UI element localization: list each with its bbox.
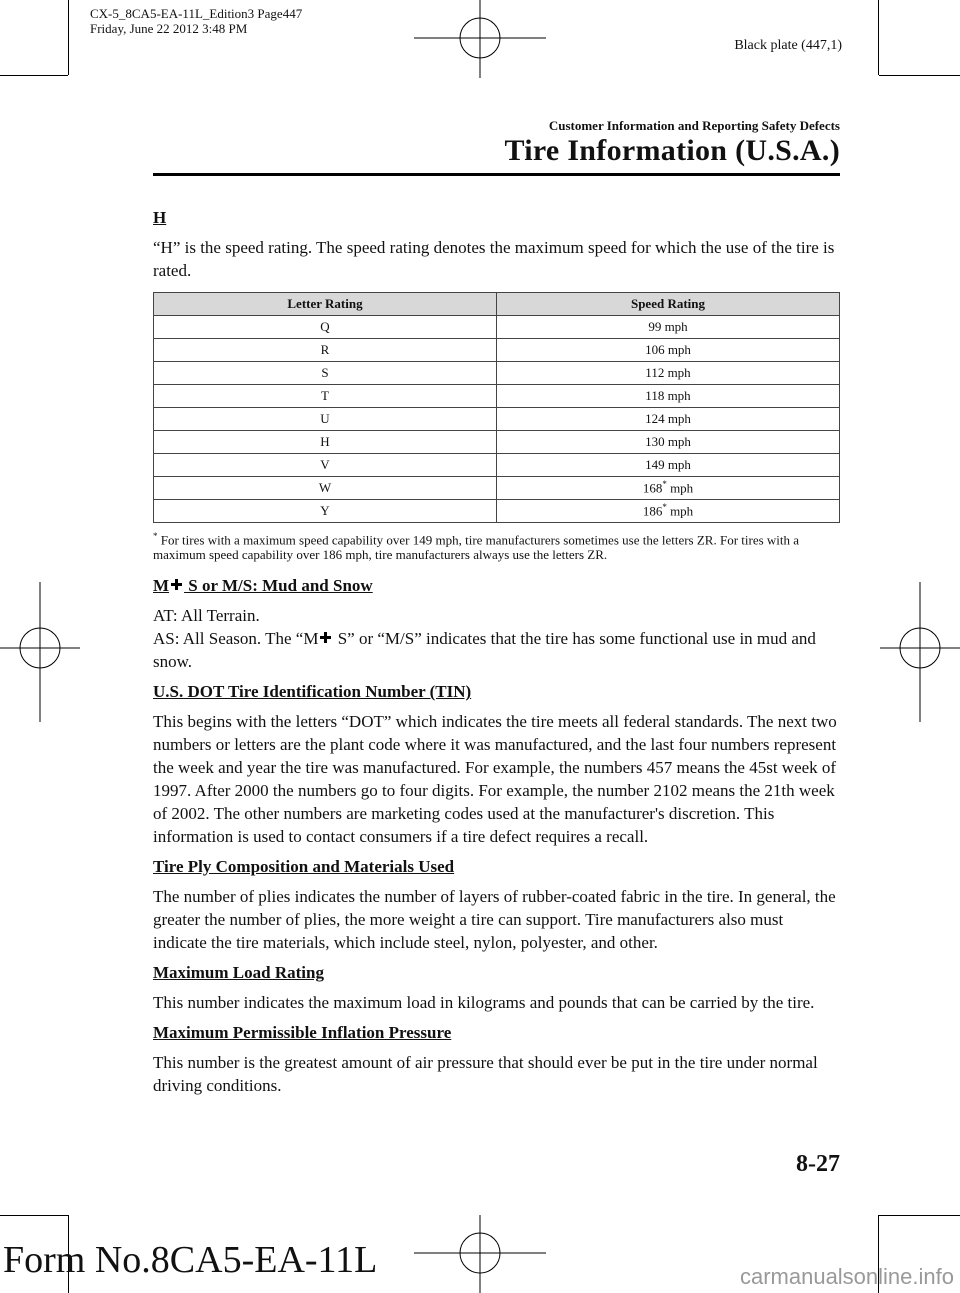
table-row	[154, 454, 840, 477]
speed-cell: 99 mph	[497, 316, 840, 339]
letter-cell: R	[154, 339, 497, 362]
chapter-title: Tire Information (U.S.A.)	[504, 134, 840, 167]
crop-mark	[879, 1215, 960, 1216]
column-header-speed: Speed Rating	[497, 293, 840, 316]
column-header-letter: Letter Rating	[154, 293, 497, 316]
speed-cell: 149 mph	[497, 454, 840, 477]
speed-rating-table	[153, 292, 840, 523]
all-terrain-line: AT: All Terrain.	[153, 606, 260, 626]
letter-cell: T	[154, 385, 497, 408]
registration-mark-bottom-icon	[414, 1215, 546, 1293]
page-content	[153, 208, 840, 1106]
section-title: Customer Information and Reporting Safety Defects	[548, 118, 840, 133]
header-rule	[153, 173, 840, 176]
table-row	[154, 431, 840, 454]
letter-cell: Y	[154, 500, 497, 523]
speed-cell: 118 mph	[497, 385, 840, 408]
tin-text: This begins with the letters “DOT” which indicates the tire meets all federal standards. The next two numbers or letters are the plant code where it was manufactured, and the last four numbers represent the week and year the tire was manufactured. For example, the numbers 457 means the 45st week of 1997. After 2000 the numbers go to four digits. For example, the number 2102 means the 21th week of 2002. The other numbers are marketing codes used at the manufacturer's discretion. This information is used to contact consumers if a tire defect requires a recall.	[153, 712, 837, 847]
letter-cell: W	[154, 477, 497, 500]
speed-unit: mph	[666, 480, 694, 496]
speed-cell: 124 mph	[497, 408, 840, 431]
speed-rating-text: “H” is the speed rating. The speed rating denotes the maximum speed for which the use of the tire is rated.	[153, 238, 835, 280]
table-row	[154, 339, 840, 362]
plus-icon	[171, 579, 182, 590]
crop-mark	[878, 0, 879, 75]
table-row	[154, 316, 840, 339]
footnote-text: For tires with a maximum speed capability over 149 mph, tire manufacturers sometimes use the letters ZR. For tires with a maximum speed capability over 186 mph, tire manufacturers always use the letters ZR.	[153, 532, 800, 563]
table-footnote	[153, 529, 840, 562]
speed-cell	[497, 477, 840, 500]
speed-value: 186	[642, 503, 663, 519]
letter-cell: H	[154, 431, 497, 454]
ply-text: The number of plies indicates the number of layers of rubber-coated fabric in the tire. In general, the greater the number of plies, the more weight a tire can support. Tire manufacturers also must indicate the tire materials, which include steel, nylon, polyester, and other.	[153, 887, 836, 953]
footnote-mark: *	[153, 531, 158, 541]
crop-mark	[0, 1215, 68, 1216]
table-row	[154, 477, 840, 500]
speed-cell: 130 mph	[497, 431, 840, 454]
max-load-text: This number indicates the maximum load in kilograms and pounds that can be carried by the tire.	[153, 993, 815, 1013]
letter-cell: Q	[154, 316, 497, 339]
registration-mark-left-icon	[0, 582, 80, 722]
crop-mark	[0, 75, 68, 76]
speed-rating-heading: H	[153, 208, 167, 227]
watermark: carmanualsonline.info	[739, 1264, 954, 1289]
speed-cell: 112 mph	[497, 362, 840, 385]
speed-cell: 106 mph	[497, 339, 840, 362]
speed-cell	[497, 500, 840, 523]
letter-cell: S	[154, 362, 497, 385]
table-row	[154, 500, 840, 523]
table-row	[154, 362, 840, 385]
table-row	[154, 385, 840, 408]
footnote-mark: *	[662, 502, 667, 513]
form-number: Form No.8CA5-EA-11L	[3, 1239, 378, 1281]
plus-icon	[320, 632, 331, 643]
speed-unit: mph	[666, 503, 694, 519]
mud-snow-heading-pre: M	[153, 576, 170, 596]
registration-mark-right-icon	[880, 582, 960, 722]
all-season-line-post: S” or “M/S” indicates that the tire has some functional use in mud and snow.	[153, 629, 816, 672]
table-row	[154, 408, 840, 431]
crop-mark	[68, 0, 69, 75]
table-header-row	[154, 293, 840, 316]
mud-snow-heading	[153, 576, 840, 596]
max-pressure-text: This number is the greatest amount of air pressure that should ever be put in the tire under normal driving conditions.	[153, 1053, 818, 1096]
plate-label: Black plate (447,1)	[734, 38, 842, 53]
letter-cell: U	[154, 408, 497, 431]
mud-snow-heading-post: S or M/S: Mud and Snow	[184, 576, 373, 596]
ply-heading: Tire Ply Composition and Materials Used	[153, 857, 455, 877]
letter-cell: V	[154, 454, 497, 477]
footnote-mark: *	[662, 479, 667, 490]
mud-snow-text	[153, 604, 840, 673]
speed-value: 168	[642, 480, 663, 496]
crop-mark	[879, 75, 960, 76]
all-season-line-pre: AS: All Season. The “M	[153, 629, 319, 649]
page-number: 8-27	[796, 1151, 840, 1177]
tin-heading: U.S. DOT Tire Identification Number (TIN)	[153, 682, 472, 702]
max-load-heading: Maximum Load Rating	[153, 963, 324, 983]
registration-mark-top-icon	[414, 0, 546, 78]
max-pressure-heading: Maximum Permissible Inflation Pressure	[153, 1023, 452, 1043]
print-info: CX-5_8CA5-EA-11L_Edition3 Page447 Friday, June 22 2012 3:48 PM	[90, 6, 303, 36]
